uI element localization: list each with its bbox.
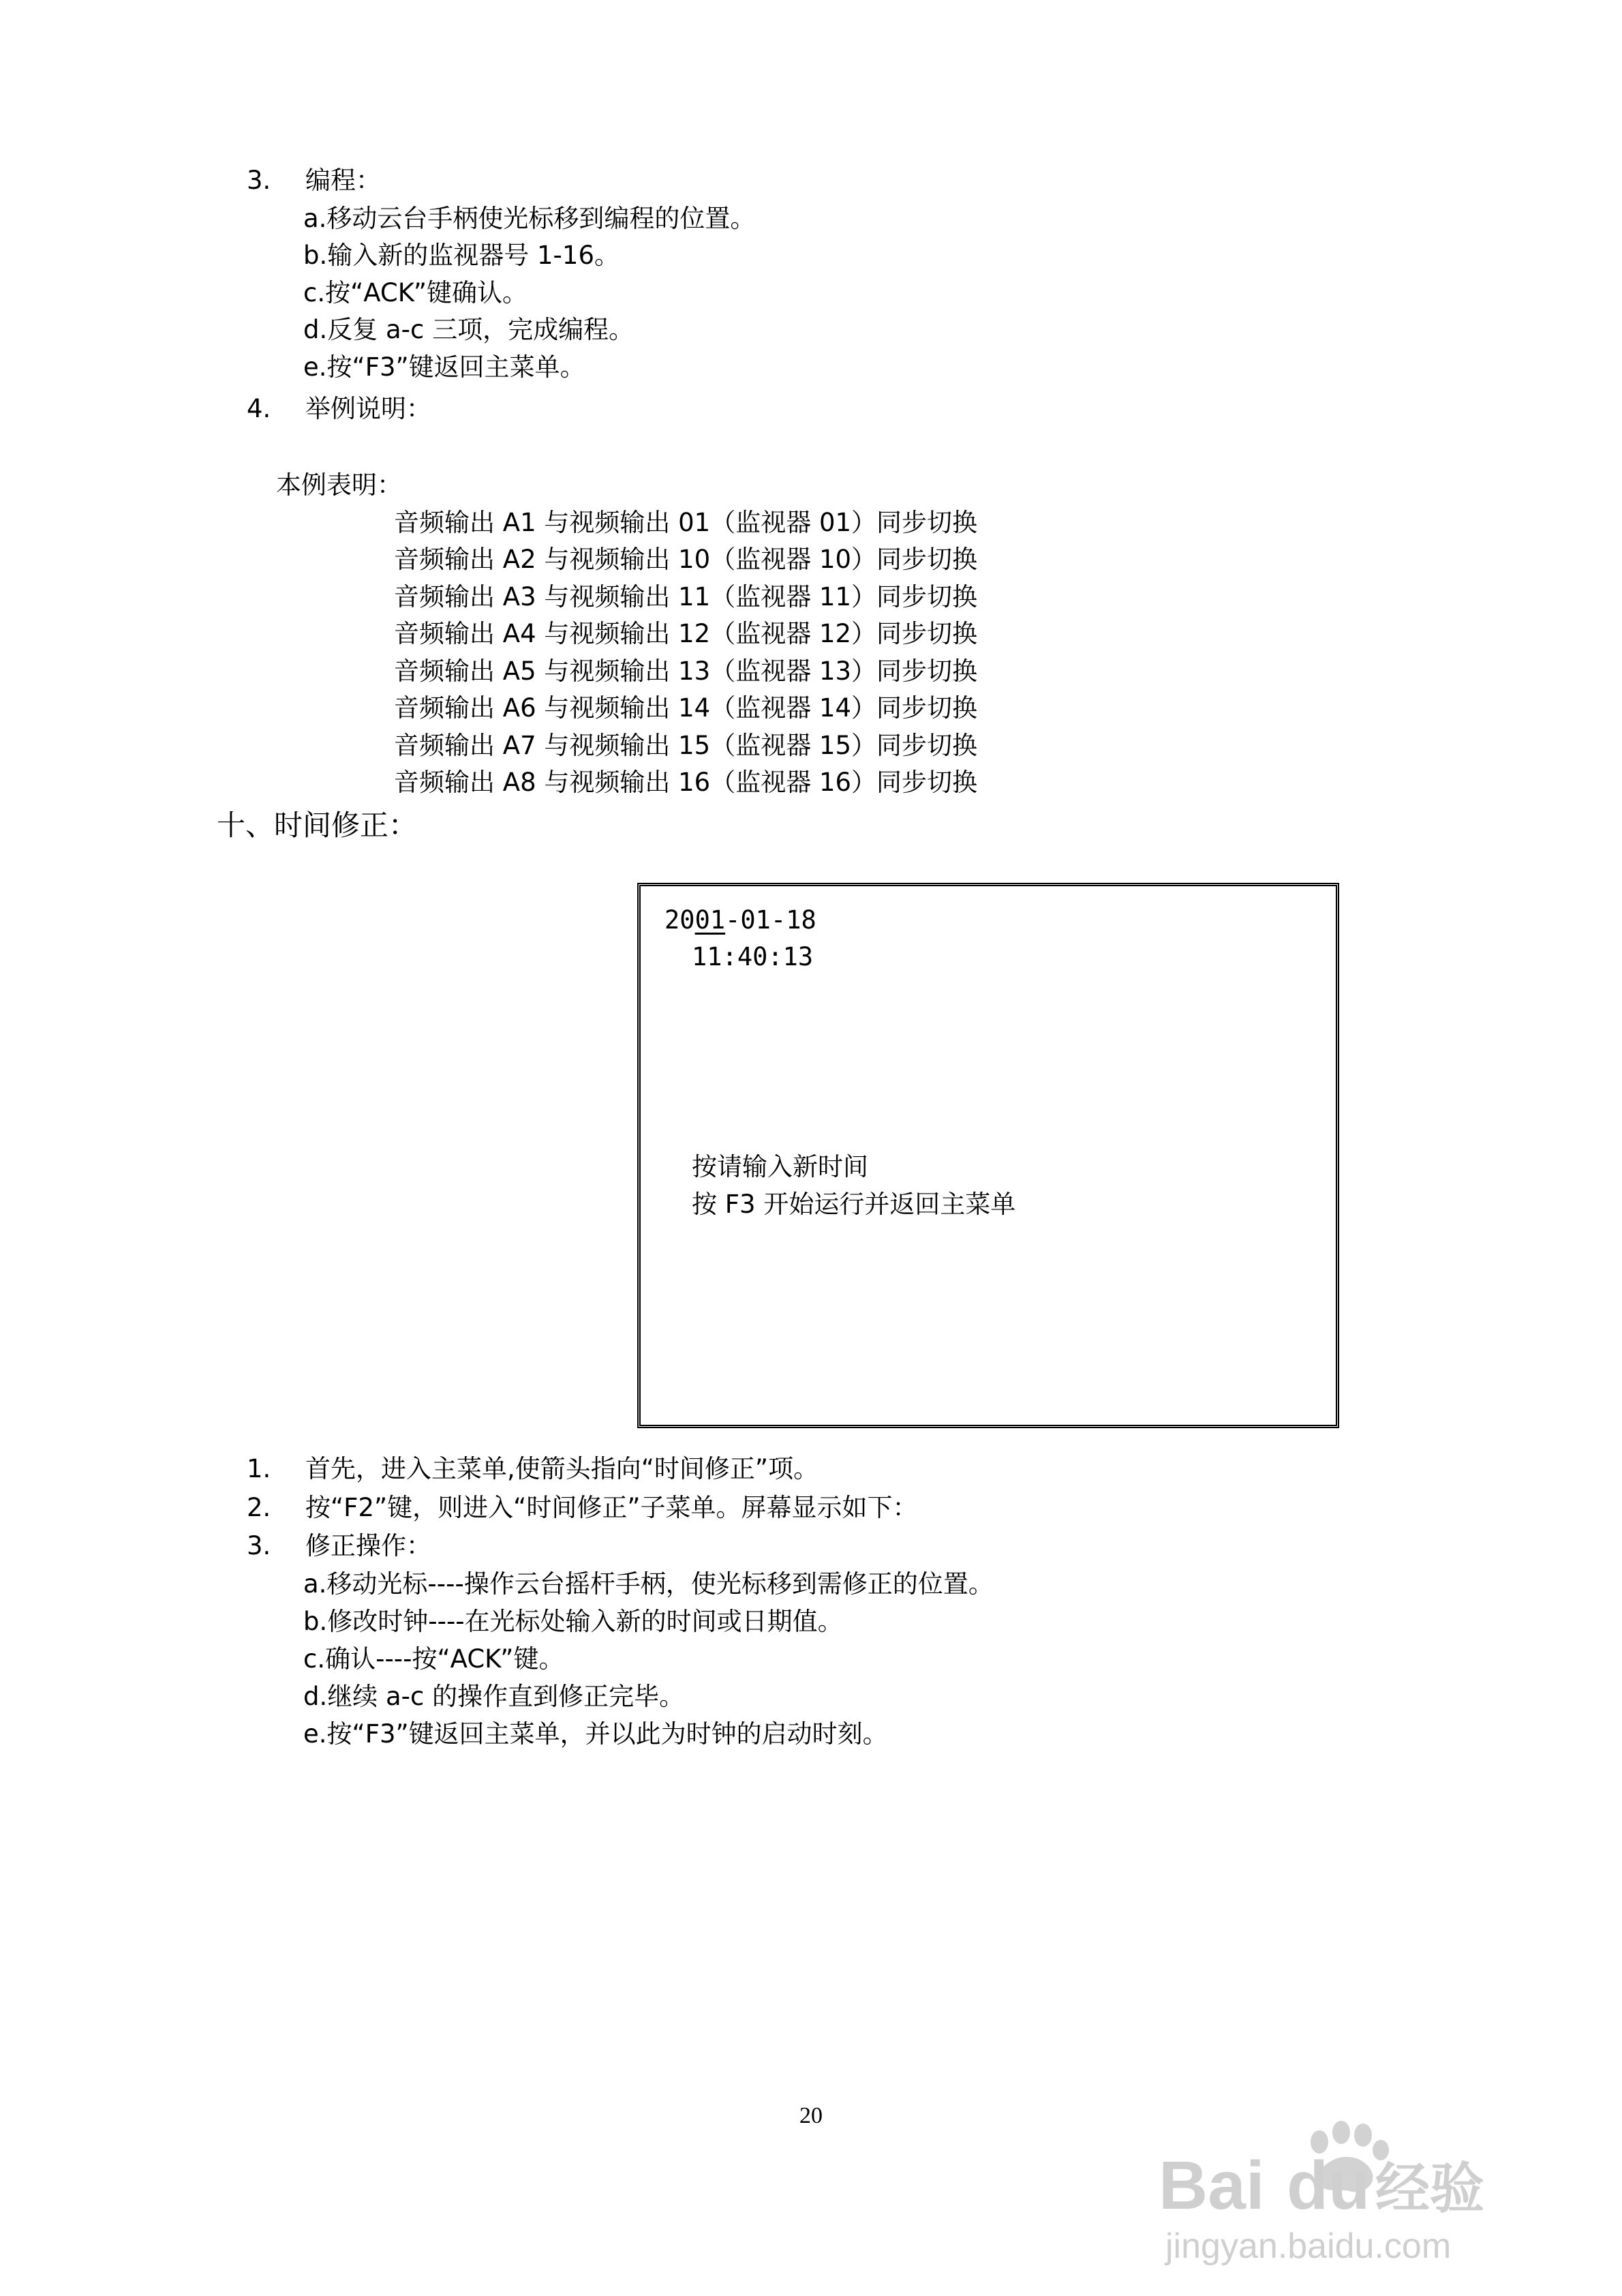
example-line: 音频输出 A2 与视频输出 10（监视器 10）同步切换 [394, 545, 978, 574]
screen-time: 11:40:13 [692, 942, 814, 971]
example-line: 音频输出 A4 与视频输出 12（监视器 12）同步切换 [394, 619, 978, 648]
correction-item-b: b.修改时钟----在光标处输入新的时间或日期值。 [303, 1607, 843, 1636]
section-3-item-b: b.输入新的监视器号 1-16。 [303, 241, 619, 270]
watermark-url: jingyan.baidu.com [1165, 2226, 1452, 2266]
chapter-10-heading: 十、时间修正： [217, 809, 418, 842]
watermark-jingyan: 经验 [1375, 2158, 1484, 2219]
watermark-brand: Bai [1159, 2147, 1265, 2224]
section-3-number: 3. [247, 166, 271, 195]
screen-hint-input: 按请输入新时间 [692, 1152, 868, 1181]
section-4-number: 4. [247, 394, 271, 423]
baidu-jingyan-watermark [1159, 2100, 1540, 2277]
example-intro: 本例表明： [276, 470, 402, 500]
section-4-title: 举例说明： [305, 394, 431, 423]
example-line: 音频输出 A3 与视频输出 11（监视器 11）同步切换 [394, 582, 978, 611]
section-3-item-e: e.按“F3”键返回主菜单。 [303, 352, 585, 382]
baidu-paw-icon [1159, 2100, 1540, 2277]
step-3-number: 3. [247, 1531, 271, 1560]
correction-item-d: d.继续 a-c 的操作直到修正完毕。 [303, 1682, 685, 1711]
step-1-number: 1. [247, 1454, 271, 1483]
section-3-item-a: a.移动云台手柄使光标移到编程的位置。 [303, 204, 756, 233]
section-3-item-d: d.反复 a-c 三项，完成编程。 [303, 315, 634, 344]
watermark-brand-2: du [1287, 2147, 1371, 2224]
step-1-text: 首先，进入主菜单,使箭头指向“时间修正”项。 [305, 1454, 819, 1483]
correction-item-e: e.按“F3”键返回主菜单，并以此为时钟的启动时刻。 [303, 1719, 888, 1749]
example-line: 音频输出 A5 与视频输出 13（监视器 13）同步切换 [394, 656, 978, 686]
example-line: 音频输出 A1 与视频输出 01（监视器 01）同步切换 [394, 508, 978, 537]
date-cursor-segment: 01 [694, 905, 726, 935]
section-3-item-c: c.按“ACK”键确认。 [303, 278, 528, 307]
screen-date [664, 905, 816, 935]
example-line: 音频输出 A6 与视频输出 14（监视器 14）同步切换 [394, 693, 978, 723]
screen-display-box [637, 883, 1339, 1428]
page-number: 20 [799, 2103, 823, 2128]
screen-hint-f3: 按 F3 开始运行并返回主菜单 [692, 1190, 1016, 1219]
step-2-number: 2. [247, 1493, 271, 1522]
example-line: 音频输出 A7 与视频输出 15（监视器 15）同步切换 [394, 731, 978, 760]
date-prefix: 20 [664, 905, 695, 935]
section-3-title: 编程： [305, 166, 381, 195]
date-rest: -01-18 [725, 905, 816, 935]
example-line: 音频输出 A8 与视频输出 16（监视器 16）同步切换 [394, 768, 978, 797]
correction-item-c: c.确认----按“ACK”键。 [303, 1644, 564, 1674]
correction-item-a: a.移动光标----操作云台摇杆手柄，使光标移到需修正的位置。 [303, 1569, 994, 1599]
step-3-text: 修正操作： [305, 1531, 431, 1560]
step-2-text: 按“F2”键，则进入“时间修正”子菜单。屏幕显示如下： [305, 1493, 918, 1522]
